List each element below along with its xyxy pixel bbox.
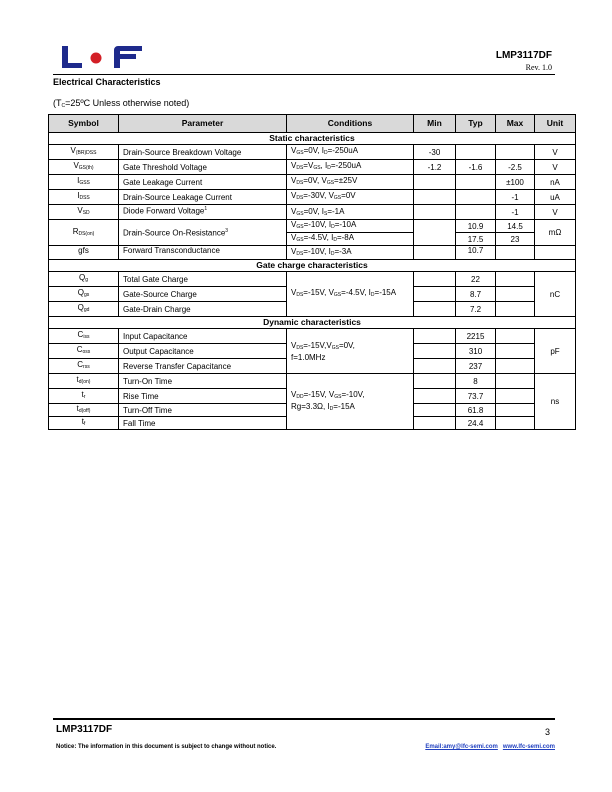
typ-cell bbox=[456, 175, 496, 190]
symbol-cell: $V_{GS(th)}$ bbox=[49, 160, 119, 175]
max-cell: 23 bbox=[496, 233, 535, 246]
typ-cell: 8 bbox=[456, 374, 496, 389]
max-cell bbox=[496, 404, 535, 417]
max-cell bbox=[496, 389, 535, 404]
min-cell bbox=[414, 374, 456, 389]
param-cell: Reverse Transfer Capacitance bbox=[119, 359, 287, 374]
unit-cell: pF bbox=[535, 329, 576, 374]
param-cell: Gate-Drain Charge bbox=[119, 302, 287, 317]
symbol-cell: $Q_{gs}$ bbox=[49, 287, 119, 302]
table-row bbox=[49, 160, 576, 175]
header-part-number: LMP3117DF bbox=[495, 50, 552, 61]
cond-cell: $V_{DS}=0V$, $V_{GS}=\pm 25V$ bbox=[287, 175, 414, 190]
max-cell: -1 bbox=[496, 205, 535, 220]
section-row-gate bbox=[49, 260, 576, 272]
max-cell bbox=[496, 272, 535, 287]
revision-label: Rev. 1.0 bbox=[525, 63, 552, 72]
footer-links bbox=[425, 744, 555, 750]
unit-cell: nC bbox=[535, 272, 576, 317]
max-cell bbox=[496, 344, 535, 359]
symbol-cell: $R_{DS(on)}$ bbox=[49, 220, 119, 246]
min-cell bbox=[414, 205, 456, 220]
typ-cell: 7.2 bbox=[456, 302, 496, 317]
table-row bbox=[49, 329, 576, 344]
typ-cell: 22 bbox=[456, 272, 496, 287]
symbol-cell: $t_{d(off)}$ bbox=[49, 404, 119, 417]
condition-note: ($T_C=25ºC$ Unless otherwise noted) bbox=[53, 98, 190, 109]
param-cell: Diode Forward Voltage$^1$ bbox=[119, 205, 287, 220]
section-title: Electrical Characteristics bbox=[53, 77, 161, 87]
param-cell: Output Capacitance bbox=[119, 344, 287, 359]
table-row bbox=[49, 175, 576, 190]
symbol-cell: $V_{SD}$ bbox=[49, 205, 119, 220]
min-cell bbox=[414, 329, 456, 344]
typ-cell: 17.5 bbox=[456, 233, 496, 246]
cond-cell: $V_{DD}=-15V$, $V_{GS}=-10V$, Rg=3.3Ω, $I_D=-15A$ bbox=[287, 374, 414, 430]
param-cell: Forward Transconductance bbox=[119, 246, 287, 260]
min-cell bbox=[414, 246, 456, 260]
table-row bbox=[49, 246, 576, 260]
max-cell: 14.5 bbox=[496, 220, 535, 233]
symbol-cell: $V_{(BR)DSS}$ bbox=[49, 145, 119, 160]
header-divider bbox=[53, 74, 555, 75]
min-cell bbox=[414, 302, 456, 317]
max-cell bbox=[496, 287, 535, 302]
table-row bbox=[49, 190, 576, 205]
min-cell bbox=[414, 359, 456, 374]
col-header-conditions: Conditions bbox=[287, 115, 414, 133]
typ-cell: 10.7 bbox=[456, 246, 496, 260]
unit-cell: mΩ bbox=[535, 220, 576, 246]
col-header-max: Max bbox=[496, 115, 535, 133]
table-row bbox=[49, 272, 576, 287]
cond-cell: $V_{GS}=-10V$, $I_D=-10A$ bbox=[287, 220, 414, 233]
unit-cell: V bbox=[535, 145, 576, 160]
min-cell bbox=[414, 404, 456, 417]
section-row-static bbox=[49, 133, 576, 145]
typ-cell: 2215 bbox=[456, 329, 496, 344]
symbol-cell: $t_f$ bbox=[49, 417, 119, 430]
col-header-min: Min bbox=[414, 115, 456, 133]
section-label-dynamic: Dynamic characteristics bbox=[49, 317, 576, 329]
section-label-gate: Gate charge characteristics bbox=[49, 260, 576, 272]
cond-cell: $V_{DS}=-10V$, $I_D=-3A$ bbox=[287, 246, 414, 260]
param-cell: Rise Time bbox=[119, 389, 287, 404]
min-cell bbox=[414, 344, 456, 359]
param-cell: Fall Time bbox=[119, 417, 287, 430]
param-cell: Gate Threshold Voltage bbox=[119, 160, 287, 175]
max-cell: -1 bbox=[496, 190, 535, 205]
typ-cell: 61.8 bbox=[456, 404, 496, 417]
footer-divider bbox=[53, 718, 555, 720]
param-cell: Turn-Off Time bbox=[119, 404, 287, 417]
max-cell bbox=[496, 374, 535, 389]
footer-part-number: LMP3117DF bbox=[56, 724, 113, 735]
typ-cell: 24.4 bbox=[456, 417, 496, 430]
symbol-cell: $C_{rss}$ bbox=[49, 359, 119, 374]
col-header-symbol: Symbol bbox=[49, 115, 119, 133]
cond-cell: $V_{DS}=-15V,V_{GS}=0V$, f=1.0MHz bbox=[287, 329, 414, 374]
typ-cell bbox=[456, 190, 496, 205]
unit-cell: ns bbox=[535, 374, 576, 430]
cond-cell: $V_{DS}=V_{GS}$, $I_D=-250uA$ bbox=[287, 160, 414, 175]
typ-cell bbox=[456, 205, 496, 220]
cond-cell: $V_{DS}=-15V$, $V_{GS}=-4.5V$, $I_D=-15A$ bbox=[287, 272, 414, 317]
min-cell bbox=[414, 417, 456, 430]
max-cell bbox=[496, 329, 535, 344]
min-cell: -30 bbox=[414, 145, 456, 160]
unit-cell: nA bbox=[535, 175, 576, 190]
unit-cell bbox=[535, 246, 576, 260]
symbol-cell: $C_{oss}$ bbox=[49, 344, 119, 359]
typ-cell: 237 bbox=[456, 359, 496, 374]
unit-cell: V bbox=[535, 160, 576, 175]
param-cell: Drain-Source On-Resistance$^3$ bbox=[119, 220, 287, 246]
min-cell: -1.2 bbox=[414, 160, 456, 175]
typ-cell: 73.7 bbox=[456, 389, 496, 404]
typ-cell bbox=[456, 145, 496, 160]
min-cell bbox=[414, 190, 456, 205]
table-row bbox=[49, 205, 576, 220]
typ-cell: 10.9 bbox=[456, 220, 496, 233]
param-cell: Input Capacitance bbox=[119, 329, 287, 344]
table-row bbox=[49, 374, 576, 389]
table-row bbox=[49, 220, 576, 233]
page-number: 3 bbox=[544, 727, 550, 737]
max-cell bbox=[496, 359, 535, 374]
param-cell: Total Gate Charge bbox=[119, 272, 287, 287]
website-link[interactable]: www.lfc-semi.com bbox=[502, 744, 555, 750]
symbol-cell: $t_r$ bbox=[49, 389, 119, 404]
symbol-cell: $Q_{gd}$ bbox=[49, 302, 119, 317]
param-cell: Drain-Source Leakage Current bbox=[119, 190, 287, 205]
symbol-cell: $I_{DSS}$ bbox=[49, 190, 119, 205]
table-row bbox=[49, 145, 576, 160]
symbol-cell: $C_{iss}$ bbox=[49, 329, 119, 344]
symbol-cell: $t_{d(on)}$ bbox=[49, 374, 119, 389]
symbol-cell: $Q_g$ bbox=[49, 272, 119, 287]
unit-cell: V bbox=[535, 205, 576, 220]
max-cell bbox=[496, 417, 535, 430]
col-header-parameter: Parameter bbox=[119, 115, 287, 133]
min-cell bbox=[414, 389, 456, 404]
symbol-cell: gfs bbox=[49, 246, 119, 260]
unit-cell: uA bbox=[535, 190, 576, 205]
cond-cell: $V_{GS}=-4.5V$, $I_D=-8A$ bbox=[287, 233, 414, 246]
col-header-typ: Typ bbox=[456, 115, 496, 133]
max-cell bbox=[496, 302, 535, 317]
typ-cell: -1.6 bbox=[456, 160, 496, 175]
symbol-cell: $I_{GSS}$ bbox=[49, 175, 119, 190]
col-header-unit: Unit bbox=[535, 115, 576, 133]
cond-cell: $V_{GS}=0V$, $I_S=-1A$ bbox=[287, 205, 414, 220]
footer-notice: Notice: The information in this document is subject to change without notice. bbox=[56, 744, 277, 750]
table-header-row bbox=[49, 115, 576, 133]
section-row-dynamic bbox=[49, 317, 576, 329]
min-cell bbox=[414, 175, 456, 190]
max-cell: ±100 bbox=[496, 175, 535, 190]
max-cell bbox=[496, 246, 535, 260]
cond-cell: $V_{DS}=-30V$, $V_{GS}=0V$ bbox=[287, 190, 414, 205]
typ-cell: 8.7 bbox=[456, 287, 496, 302]
param-cell: Turn-On Time bbox=[119, 374, 287, 389]
min-cell bbox=[414, 272, 456, 287]
param-cell: Gate-Source Charge bbox=[119, 287, 287, 302]
min-cell bbox=[414, 287, 456, 302]
electrical-characteristics-table bbox=[48, 114, 576, 430]
max-cell: -2.5 bbox=[496, 160, 535, 175]
section-label-static: Static characteristics bbox=[49, 133, 576, 145]
min-cell bbox=[414, 220, 456, 246]
param-cell: Gate Leakage Current bbox=[119, 175, 287, 190]
cond-cell: $V_{GS}=0V$, $I_D=-250uA$ bbox=[287, 145, 414, 160]
max-cell bbox=[496, 145, 535, 160]
param-cell: Drain-Source Breakdown Voltage bbox=[119, 145, 287, 160]
typ-cell: 310 bbox=[456, 344, 496, 359]
email-link[interactable]: Email:amy@lfc-semi.com bbox=[425, 744, 498, 750]
lfc-logo bbox=[60, 44, 144, 70]
